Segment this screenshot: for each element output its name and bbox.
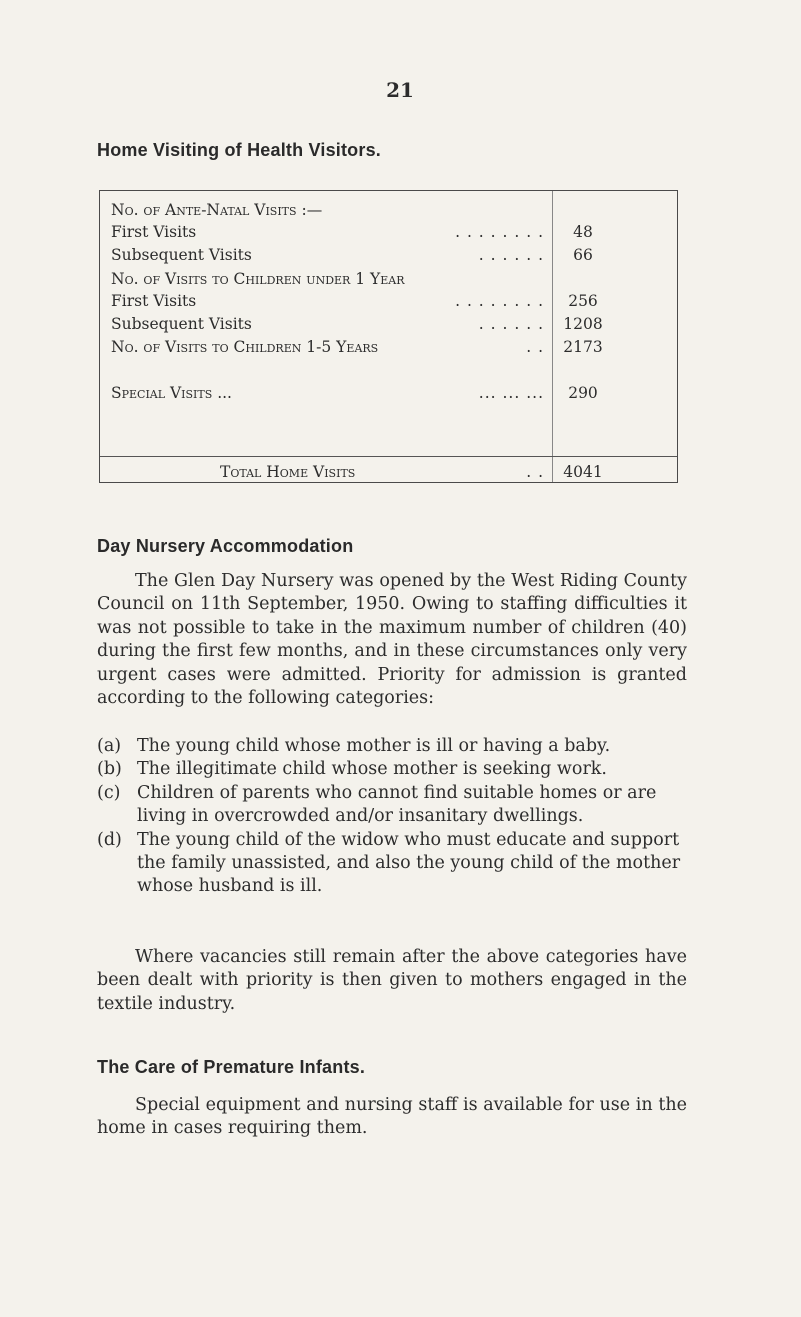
table-row <box>100 313 677 335</box>
table-row <box>100 268 677 290</box>
list-item <box>97 758 687 781</box>
list-item <box>97 782 687 829</box>
antenatal-first-label: First Visits <box>111 223 197 241</box>
page-number: 21 <box>386 78 414 102</box>
nursery-closing: Where vacancies still remain after the above categories have been dealt with priority is then given to mothers engaged in the textile industry. <box>97 947 687 1014</box>
list-marker: (d) <box>97 829 122 850</box>
premature-heading: The Care of Premature Infants. <box>97 1057 366 1077</box>
total-value: 4041 <box>563 463 603 481</box>
antenatal-header: No. of Ante-Natal Visits :— <box>111 201 323 219</box>
leader-dots: . . . . . . <box>478 246 544 264</box>
list-marker: (c) <box>97 782 121 803</box>
list-item-text: The young child of the widow who must educate and support the family unassisted, and also the young child of the mother whose husband is ill. <box>137 829 681 897</box>
antenatal-subseq-label: Subsequent Visits <box>111 246 252 264</box>
antenatal-first-value: 48 <box>573 223 593 241</box>
leader-dots: . . <box>526 338 544 356</box>
under1-subseq-label: Subsequent Visits <box>111 315 252 333</box>
under1-first-label: First Visits <box>111 292 197 310</box>
list-marker: (b) <box>97 759 122 780</box>
age1to5-label: No. of Visits to Children 1-5 Years <box>111 338 379 356</box>
table-row <box>100 221 677 243</box>
list-item <box>97 829 687 899</box>
under1-subseq-value: 1208 <box>563 315 603 333</box>
table-row <box>100 290 677 312</box>
total-label: Total Home Visits <box>220 463 356 481</box>
under1-header: No. of Visits to Children under 1 Year <box>111 270 405 288</box>
under1-first-value: 256 <box>568 292 598 310</box>
table-row <box>100 199 677 221</box>
table-row <box>100 336 677 358</box>
list-item-text: The young child whose mother is ill or having a baby. <box>137 736 611 756</box>
special-value: 290 <box>568 384 598 402</box>
antenatal-subseq-value: 66 <box>573 246 593 264</box>
total-row <box>100 461 677 483</box>
home-visiting-heading: Home Visiting of Health Visitors. <box>97 140 381 160</box>
leader-dots: . . <box>526 463 544 481</box>
list-item-text: The illegitimate child whose mother is seeking work. <box>137 759 607 780</box>
special-label: Special Visits ... <box>111 384 232 402</box>
total-divider <box>100 456 677 457</box>
table-row <box>100 244 677 266</box>
premature-text: Special equipment and nursing staff is available for use in the home in cases requiring them. <box>97 1095 687 1139</box>
leader-dots: . . . . . . . . <box>455 292 544 310</box>
list-item-text: Children of parents who cannot find suitable homes or are living in overcrowded and/or insanitary dwellings. <box>137 782 657 827</box>
list-item <box>97 735 687 758</box>
list-marker: (a) <box>97 736 122 756</box>
day-nursery-heading: Day Nursery Accommodation <box>97 536 354 556</box>
leader-dots: ... ... ... <box>478 384 544 402</box>
nursery-intro: The Glen Day Nursery was opened by the West Riding County Council on 11th September, 1950. Owing to staffing difficulties it was not possible to take in the maximum number of children (40) during the first few months, and in these circumstances only very urgent cases were admitted. Priority for admission is granted according to the following categories: <box>97 571 687 709</box>
age1to5-value: 2173 <box>563 338 603 356</box>
priority-list <box>97 735 687 899</box>
home-visits-table <box>99 190 678 483</box>
table-row <box>100 382 677 404</box>
leader-dots: . . . . . . <box>478 315 544 333</box>
leader-dots: . . . . . . . . <box>455 223 544 241</box>
